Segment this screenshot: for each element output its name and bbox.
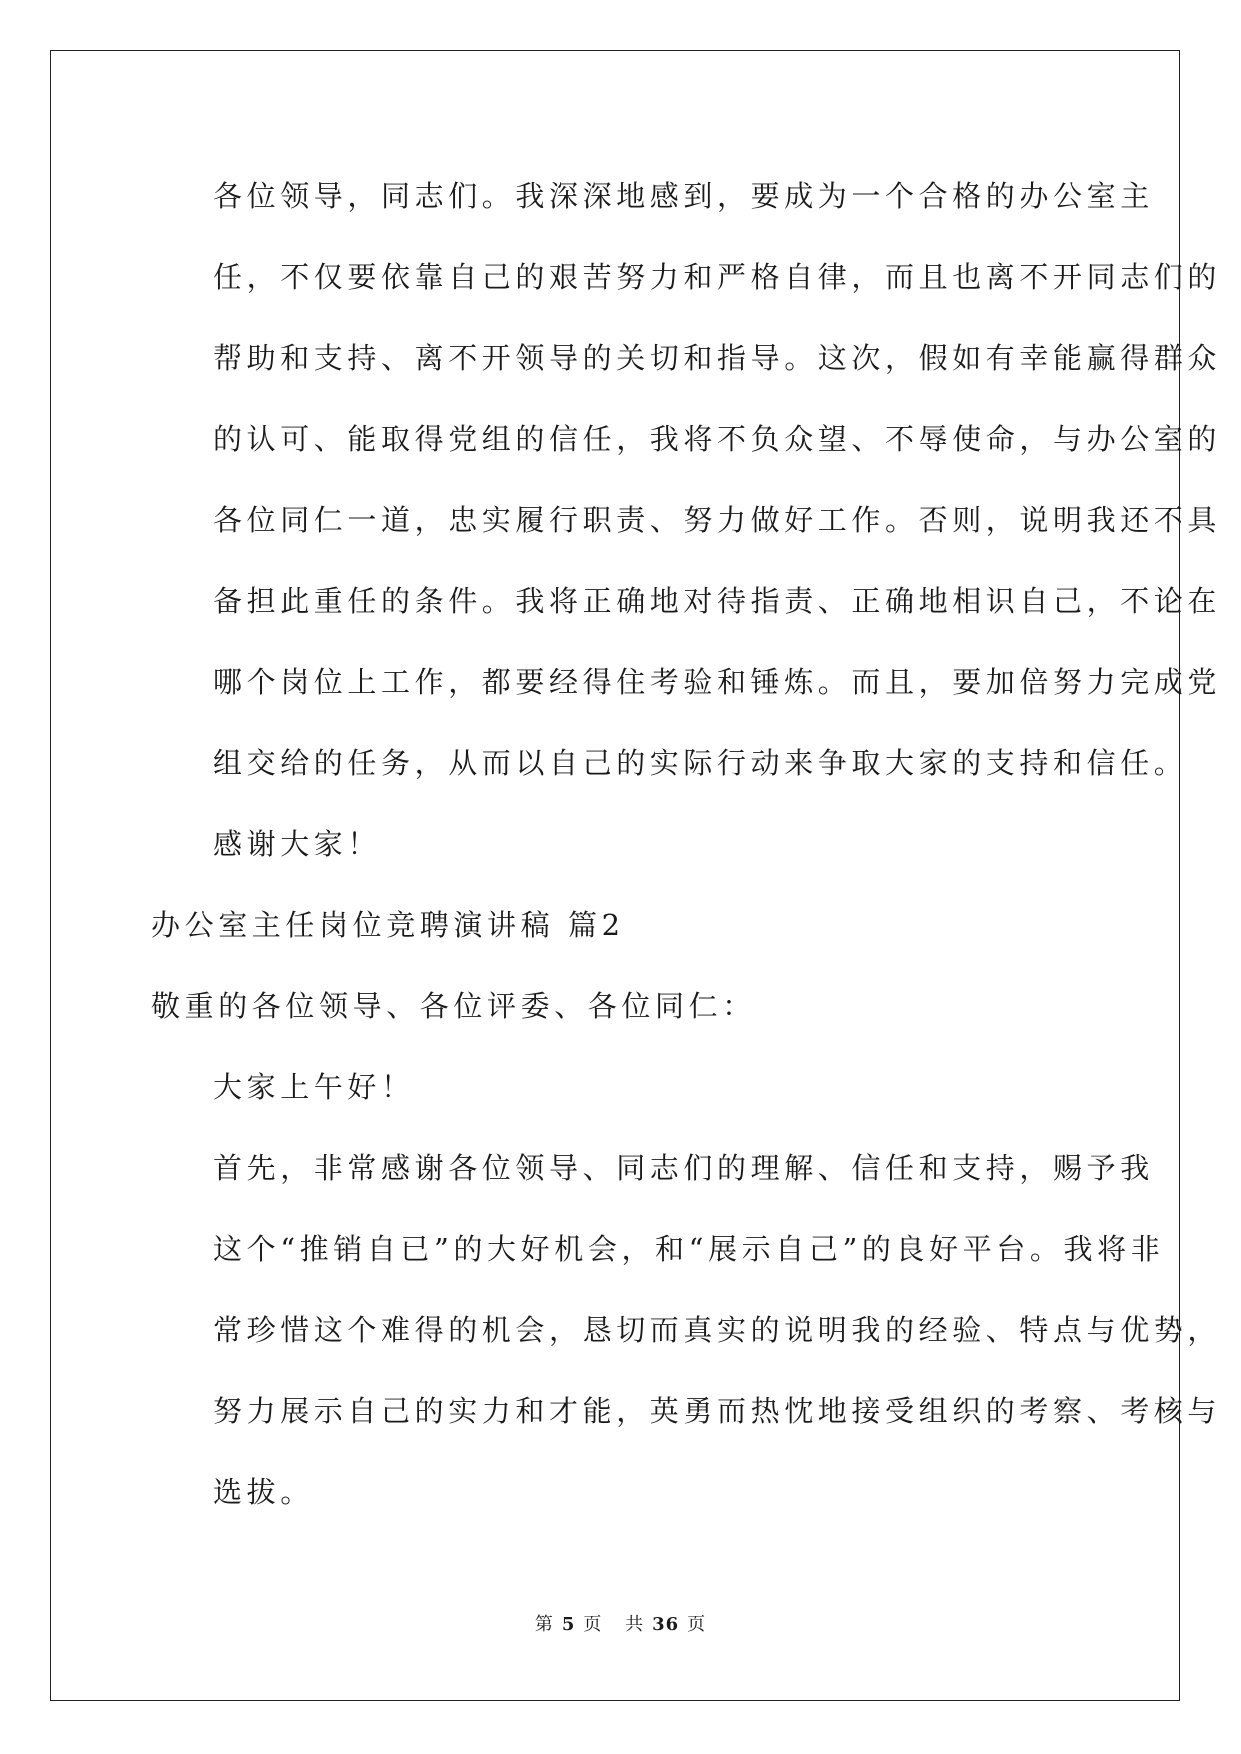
text-line: 选拔。 — [213, 1475, 314, 1509]
total-pages-indicator — [621, 1614, 710, 1635]
total-suffix: 页 — [687, 1614, 707, 1635]
paragraph-thanks — [151, 804, 1091, 885]
page-number: 5 — [561, 1614, 576, 1635]
text-line: 的认可、能取得党组的信任，我将不负众望、不辱使命，与办公室的 — [213, 422, 1222, 456]
text-line: 帮助和支持、离不开领导的关切和指导。这次，假如有幸能赢得群众 — [213, 341, 1222, 375]
text-line: 努力展示自己的实力和才能，英勇而热忱地接受组织的考察、考核与 — [213, 1394, 1222, 1428]
text-line: 备担此重任的条件。我将正确地对待指责、正确地相识自己，不论在 — [213, 584, 1222, 618]
page-indicator — [531, 1614, 607, 1635]
salutation — [151, 966, 1091, 1047]
paragraph-opening — [151, 1128, 1222, 1533]
text-line: 常珍惜这个难得的机会，恳切而真实的说明我的经验、特点与优势， — [213, 1313, 1222, 1347]
text-line: 各位领导，同志们。我深深地感到，要成为一个合格的办公室主 — [213, 179, 1154, 213]
total-prefix: 共 — [625, 1614, 645, 1635]
text-line: 感谢大家！ — [213, 827, 382, 861]
section-heading — [151, 885, 1091, 966]
text-line: 组交给的任务，从而以自己的实际行动来争取大家的支持和信任。 — [213, 746, 1188, 780]
text-line: 办公室主任岗位竞聘演讲稿 篇2 — [151, 908, 625, 942]
text-line: 任，不仅要依靠自己的艰苦努力和严格自律，而且也离不开同志们的 — [213, 260, 1222, 294]
text-line: 大家上午好！ — [213, 1070, 415, 1104]
paragraph-closing-statement — [151, 156, 1222, 804]
text-line: 各位同仁一道，忠实履行职责、努力做好工作。否则，说明我还不具 — [213, 503, 1222, 537]
greeting — [151, 1047, 1091, 1128]
page-footer — [0, 1610, 1241, 1636]
page-prefix: 第 — [534, 1614, 554, 1635]
text-line: 哪个岗位上工作，都要经得住考验和锤炼。而且，要加倍努力完成党 — [213, 665, 1222, 699]
total-pages: 36 — [652, 1614, 680, 1635]
page-suffix: 页 — [583, 1614, 603, 1635]
text-line: 首先，非常感谢各位领导、同志们的理解、信任和支持，赐予我 — [213, 1151, 1154, 1185]
document-body — [151, 156, 1222, 1533]
text-line: 敬重的各位领导、各位评委、各位同仁： — [151, 989, 756, 1023]
text-line: 这个“推销自已”的大好机会，和“展示自己”的良好平台。我将非 — [213, 1232, 1165, 1266]
